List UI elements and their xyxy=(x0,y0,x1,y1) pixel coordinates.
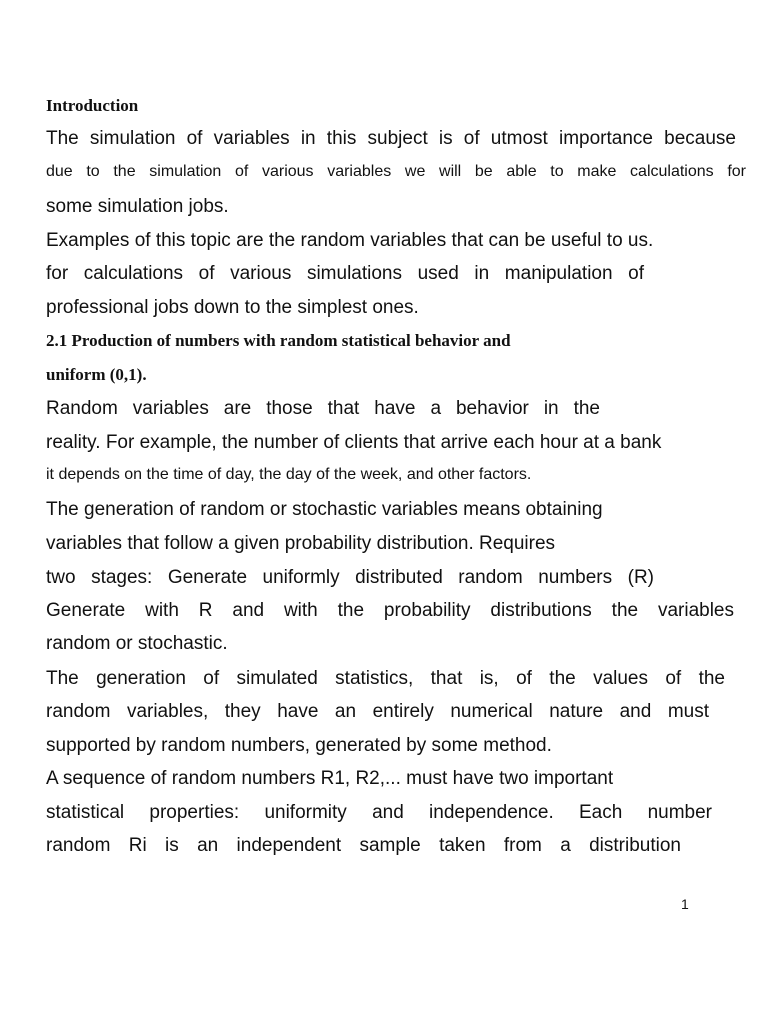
paragraph-line: The simulation of variables in this subject is of utmost importance because xyxy=(46,128,736,149)
paragraph-line: for calculations of various simulations used in manipulation of xyxy=(46,263,644,284)
heading-section-2-1: 2.1 Production of numbers with random statistical behavior and xyxy=(46,331,511,350)
paragraph-line: The generation of simulated statistics, that is, of the values of the xyxy=(46,668,725,689)
paragraph-line: professional jobs down to the simplest ones. xyxy=(46,297,419,318)
paragraph-line: The generation of random or stochastic variables means obtaining xyxy=(46,499,603,520)
heading-section-2-1-cont: uniform (0,1). xyxy=(46,365,147,384)
paragraph-line: some simulation jobs. xyxy=(46,196,229,217)
paragraph-line: random variables, they have an entirely numerical nature and must xyxy=(46,701,709,722)
paragraph-line: random or stochastic. xyxy=(46,633,228,654)
paragraph-line: Examples of this topic are the random variables that can be useful to us. xyxy=(46,230,654,251)
paragraph-line: due to the simulation of various variables we will be able to make calculations for xyxy=(46,163,746,180)
paragraph-line: reality. For example, the number of clients that arrive each hour at a bank xyxy=(46,432,662,453)
paragraph-line: Generate with R and with the probability distributions the variables xyxy=(46,600,734,621)
paragraph-line: two stages: Generate uniformly distributed random numbers (R) xyxy=(46,567,654,588)
paragraph-line: A sequence of random numbers R1, R2,... must have two important xyxy=(46,768,614,789)
paragraph-line: supported by random numbers, generated by some method. xyxy=(46,735,552,756)
paragraph-line: Random variables are those that have a behavior in the xyxy=(46,398,600,419)
heading-introduction: Introduction xyxy=(46,96,139,115)
paragraph-line: variables that follow a given probability distribution. Requires xyxy=(46,533,556,554)
paragraph-line: statistical properties: uniformity and independence. Each number xyxy=(46,802,712,823)
paragraph-line: random Ri is an independent sample taken from a distribution xyxy=(46,835,681,856)
page-number: 1 xyxy=(681,896,689,912)
paragraph-line: it depends on the time of day, the day of the week, and other factors. xyxy=(46,466,532,483)
